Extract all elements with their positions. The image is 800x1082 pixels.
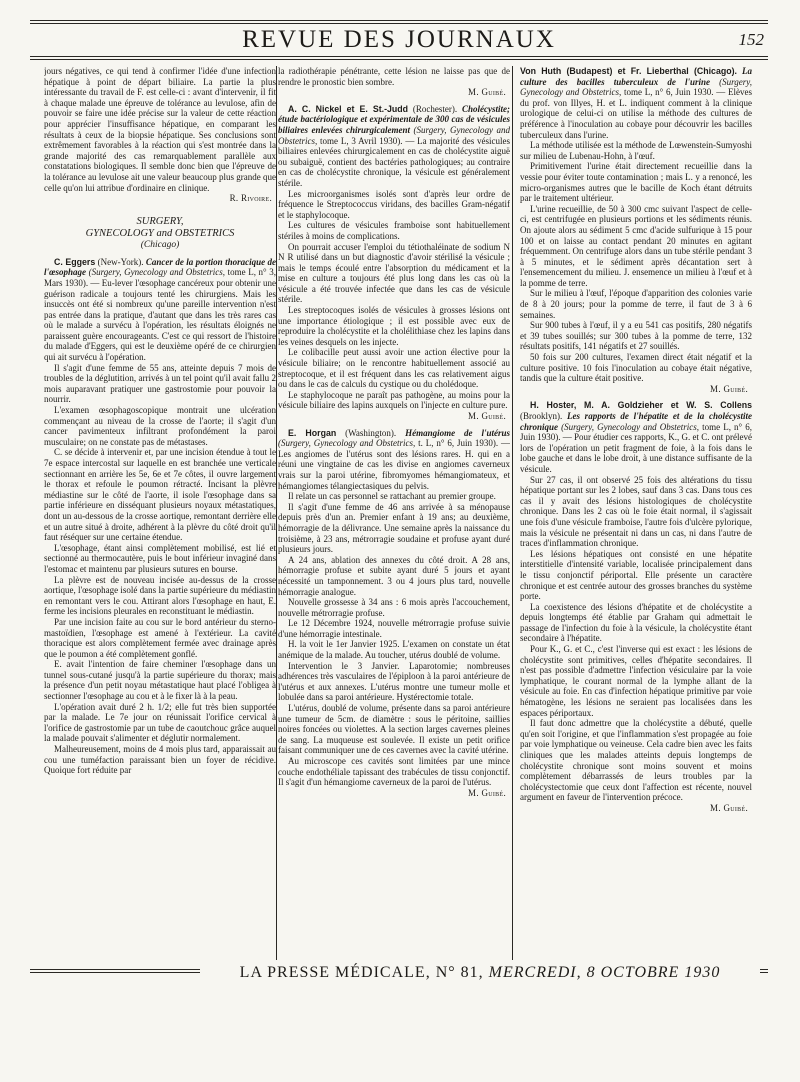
author-signature: R. Rivoire. [229,193,272,204]
paragraph: Sur le milieu à l'œuf, l'époque d'apparition des colonies varie de 8 à 20 jours; pour la pomme de terre, il faut de 3 à 6 semaines. [520,288,752,320]
paragraph: Sur 900 tubes à l'œuf, il y a eu 541 cas positifs, 280 négatifs et 39 tubes souillés; sur 300 tubes à la pomme de terre, 132 résultats positifs, 141 négatifs et 27 souillés. [520,320,752,352]
article-location: (New-York). [95,256,146,267]
paragraph: la radiothérapie pénétrante, cette lésion ne laisse pas que de rendre le pronostic bien sombre. [278,66,510,87]
paragraph: Il s'agit d'une femme de 55 ans, atteinte depuis 7 mois de troubles de la déglutition, arrivés à un tel point qu'il avait fallu 2 mois auparavant pratiquer une gastrostomie pour pouvoir la nourrir. [44,362,276,405]
paragraph: Il faut donc admettre que la cholécystite a débuté, quelle qu'en soit l'origine, et que l'inflammation s'est propagée au foie par voie lymphatique ou veineuse. Cela cadre bien avec les faits cliniques que les malades atteints depuis longtemps de cholécystite chronique sont moins souvent et moins complètement débarrassés de leurs troubles par la cholécystectomie que ceux dont l'affection est récente, nouvel argument en faveur de l'intervention précoce. [520,718,752,803]
journal-section-title-2: GYNECOLOGY and OBSTETRICS [85,227,235,239]
author-signature: M. Guibé. [710,383,748,394]
page-number: 152 [738,30,764,49]
paragraph: Il relate un cas personnel se rattachant au premier groupe. [288,491,496,502]
article-reference: t. L, n° 6, Juin 1930). — [415,438,510,449]
paragraph: La majorité des vésicules biliaires enlevées chirurgicalement en cas de cholécystite aiguë ou subaiguë, contient des bactéries pathologiques; au contraire en cas de cholécystite chronique, la vésicule est généralement stérile. [278,135,510,188]
paragraph: H. la voit le 1er Janvier 1925. L'examen on constate un état anémique de la malade. Au toucher, utérus doublé de volume. [278,639,510,661]
paragraph: Les angiomes de l'utérus sont des lésions rares. H. qui en a réuni une vingtaine de cas les divise en angiomes caverneux vrais sur la paroi utérine, fibromyomes hémangiomateux, et hémangiomes télangiectasiques du pelvis. [278,448,510,491]
footer-date: MERCREDI, 8 OCTOBRE 1930 [488,964,721,981]
paragraph: Au microscope ces cavités sont limitées par une mince couche endothéliale tapissant des trabécules de tissu conjonctif. Il s'agit d'un hémangiome caverneux de la paroi de l'utérus. [278,756,510,788]
paragraph: Les cultures de vésicules framboise sont habituellement stériles à moins de complications. [278,220,510,241]
page-title: REVUE DES JOURNAUX [242,26,556,53]
paragraph: La plèvre est de nouveau incisée au-dessus de la crosse aortique, l'œsophage isolé dans la partie supérieure du médiastin en remontant vers le cou. Attirant alors l'œsophage en haut, E. ferme les incisions pleurales en reconstituant le médiastin. [44,574,276,617]
paragraph: Primitivement l'urine était directement recueillie dans la vessie pour éviter toute contamination ; mais L. y a renoncé, les micro-organismes autres que le bacille de Koch étant détruits par le traitement ultérieur. [520,161,752,204]
article-heading [520,400,752,474]
author-signature: M. Guibé. [468,87,506,98]
article-source: (Surgery, Gynecology and Obstetrics, [86,267,226,278]
journal-section-title: SURGERY, [136,215,184,227]
paragraph: Sur 27 cas, il ont observé 25 fois des altérations du tissu hépatique portant sur les 2 lobes, sauf dans 3 cas. Dans tous ces cas il y avait des lésions histologiques de cholécystite chronique. Dans les 2 cas où le foie était normal, il s'agissait une fois d'une vésicule framboise, l'autre fois d'ulcère pylorique, mais la vésicule ne présentait ni dans un cas, ni dans l'autre de traces d'inflammation chronique. [520,474,752,549]
author-signature: M. Guibé. [710,802,748,813]
article-author: A. C. Nickel et E. St.-Judd [288,103,409,114]
footer-publication: LA PRESSE MÉDICALE, N° 81, [239,964,489,981]
footer-publication-line [200,964,760,982]
paragraph: Le staphylocoque ne paraît pas pathogène, au moins pour la vésicule biliaire des lapins auxquels on l'injecte en culture pure. [278,389,510,411]
author-signature: M. Guibé. [468,787,506,798]
article-author: H. Hoster, M. A. Goldzieher et W. S. Collens [530,400,752,411]
article-heading [44,257,276,363]
paragraph: E. avait l'intention de faire cheminer l'œsophage dans un tunnel sous-cutané jusqu'à la partie supérieure du thorax; mais la présence d'un petit noyau métastatique haut placé l'obligea à sectionner l'œsophage au cou et à le fixer là à la peau. [44,659,276,702]
article-reference: tome L, n° 3, Mars 1930). — [44,267,276,288]
paragraph: Par une incision faite au cou sur le bord antérieur du sterno-mastoïdien, l'œsophage est amené à l'extérieur. La cavité thoracique est alors complètement fermée avec drainage après que le poumon a été complètement gonflé. [44,616,276,659]
paragraph: A 24 ans, ablation des annexes du côté droit. A 28 ans, hémorragie profuse et subite ayant duré 5 jours et ayant nécessité un tamponnement. 3 ou 4 jours plus tard, nouvelle hémorragie analogue. [278,554,510,597]
article-source: (Surgery, Gynecology and Obstetrics, [278,438,416,449]
paragraph: 50 fois sur 200 cultures, l'examen direct était négatif et la culture positive. 10 fois l'inoculation au cobaye était négative, tandis que la culture était positive. [520,352,752,384]
paragraph: La méthode utilisée est la méthode de Lœwenstein-Sumyoshi sur milieu de Lubenau-Hohn, à l'œuf. [520,140,752,161]
paragraph: L'urine recueillie, de 50 à 300 cmc suivant l'aspect de celle-ci, est centrifugée en plusieurs portions et les sédiments réunis. On ajoute alors au sédiment 5 cmc d'acide sulfurique à 15 pour 100 et on laisse au contact pendant 20 minutes en agitant fréquemment. On centrifuge alors dans un tube stérile pendant 3 à 5 minutes, et le sédiment après décantation sert à l'ensemencement du milieu. J. ensemence un milieu à l'œuf et à la pomme de terre. [520,203,752,288]
article-author: Von Huth (Budapest) et Fr. Lieberthal (Chicago). [520,66,737,76]
paragraph: jours négatives, ce qui tend à confirmer l'idée d'une infection hépatique à point de départ biliaire. La partie la plus intéressante du travail de F. est celle-ci : avant d'intervenir, il fit à chaque malade une épreuve de tolérance au levulose, afin de pouvoir se faire une idée précise sur la valeur de cette réaction pour apprécier l'insuffisance hépatique, en comparant les résultats à ceux de la biopsie hépatique. Ses conclusions sont extrêmement favorables à la réaction qui s'est montrée dans la grande majorité des cas remarquablement parallèle aux constatations biologiques. Il semble donc bien que l'épreuve de la tolérance au levulose ait une valeur beaucoup plus grande que celle qu'on lui attribue d'ordinaire en clinique. [44,66,276,193]
article-source: (Surgery, Gynecology and Obstetrics, [558,421,700,432]
paragraph: Eu-lever l'œsophage cancéreux pour obtenir une guérison radicale a toujours tenté les chirurgiens. Mais les insuccès ont été si nombreux qu'une pareille intervention n'est pas entrée dans la pratique, d'autant que dans les très rares cas où le malade a survécu à l'opération, les résultats éloignés ne paraissent guère encourageants. C'est ce qui ressort de l'histoire du malade d'Eggers, qui est le deuxième opéré de ce chirurgien qui ait survécu à l'opération. [44,277,276,363]
header-rule-bottom-inner [30,59,768,60]
article-title: Cholécystite; étude bactériologique et expérimentale de 300 cas de vésicules biliaires enlevées chirurgicalement [278,103,510,135]
header-rule-bottom [30,56,768,57]
article-location: (Rochester). [408,103,462,114]
article-source: (Surgery, Gynecology and Obstetrics, [278,124,510,146]
paragraph: La coexistence des lésions d'hépatite et de cholécystite a depuis longtemps été établie par Graham qui admettait le passage de l'infection du foie à la vésicule, la cholécystite étant secondaire à l'hépatite. [520,601,752,644]
article-title: La culture des bacilles tuberculeux de l'urine [520,66,752,87]
paragraph: Malheureusement, moins de 4 mois plus tard, apparaissait au cou une tuméfaction paraissant bien un foyer de récidive. Quoique fort réduite par [44,744,276,776]
article-heading [278,428,510,492]
paragraph: Nouvelle grossesse à 34 ans : 6 mois après l'accouchement, nouvelle métrorragie profuse. [278,597,510,618]
column-left [44,66,276,960]
header-rule-top-inner [30,23,768,24]
paragraph: L'œsophage, étant ainsi complètement mobilisé, est lié et sectionné au thermocautère, puis le bout inférieur invaginé dans l'estomac et maintenu par plusieurs sutures en bourse. [44,542,276,574]
article-heading [520,66,752,140]
article-reference: tome L, n° 6, Juin 1930. — [621,87,728,98]
paragraph: Les lésions hépatiques ont consisté en une hépatite interstitielle d'intensité variable, localisée principalement dans le tissu conjonctif périportal. Elle présente un caractère chronique et est centrée autour des grosses branches du système porte. [520,548,752,602]
paragraph: L'utérus, doublé de volume, présente dans sa paroi antérieure une tumeur de 5cm. de diamètre : sous le péritoine, saillies noires foncées ou violettes. A la section larges cavernes pleines de sang. La muqueuse est soulevée. Il existe un petit orifice faisant communiquer une de ces cavernes avec la cavité utérine. [278,703,510,756]
article-reference: tome L, n° 6, Juin 1930). — [520,421,752,443]
column-separator [512,66,513,960]
paragraph: Intervention le 3 Janvier. Laparotomie; nombreuses adhérences très vasculaires de l'épiploon à la paroi antérieure de l'utérus et aux annexes. L'utérus montre une tumeur molle et lobulée dans sa paroi antérieure. Hystérectomie totale. [278,660,510,703]
paragraph: Les microorganismes isolés sont d'après leur ordre de fréquence le Streptococcus viridans, des bacilles Gram-négatif et le staphylocoque. [278,188,510,220]
paragraph: Pour K., G. et C., c'est l'inverse qui est exact : les lésions de cholécystite sont primitives, celles d'hépatite secondaires. Il n'est pas possible d'admettre l'infection vésiculaire par la voie lymphatique, le courant normal de la lymphe allant de la vésicule au foie. En cas d'infection hépatique primitive par voie hématogène, les lésions ne seraient pas localisées dans les espaces périportaux. [520,644,752,718]
column-right [520,66,752,960]
paragraph: Il s'agit d'une femme de 46 ans arrivée à sa ménopause depuis près d'un an. Premier enfant à 19 ans; au deuxième, hémorragie de la délivrance. Une semaine après la naissance du troisième, à 23 ans, métrorragie soudaine et profuse ayant duré plusieurs jours. [278,501,510,555]
column-middle [278,66,510,960]
column-separator [276,66,277,960]
paragraph: C. se décide à intervenir et, par une incision étendue à tout le 7e espace intercostal sur laquelle en est branchée une verticale sectionnant en arrière les 5e, 6e et 7e côtes, il ouvre largement le thorax et refoule le poumon rétracté. Incisant la plèvre médiastine sur le côté de l'aorte, il isole l'œsophage dans sa partie inférieure en disséquant plusieurs noyaux métastatiques, dont un au-dessous de la crosse aortique, remontant derrière elle et un autre situé à droite, adhérent à la plèvre du côté droit qu'il faut réséquer sur une certaine étendue. [44,447,276,543]
article-title: Cancer de la portion thoracique de l'œsophage [44,256,276,278]
paragraph: Pour étudier ces rapports, K., G. et C. ont prélevé lors de l'opération un petit fragment de foie, à la fois dans le lobe gauche et dans le lobe droit, à une distance suffisante de la vésicule. [520,432,752,474]
header-rule-top [30,20,768,21]
paragraph: L'opération avait duré 2 h. 1/2; elle fut très bien supportée par la malade. Le 7e jour on réunissait l'orifice cervical à l'orifice de gastrostomie par un tube de caoutchouc grâce auquel la malade pouvait s'alimenter et déglutir normalement. [44,701,276,744]
paragraph: L'examen œsophagoscopique montrait une ulcération commençant au niveau de la crosse de l'aorte; il s'agit d'un cancer pavimenteux infiltrant profondément la paroi musculaire; on ne constate pas de métastases. [44,405,276,447]
author-signature: M. Guibé. [468,411,506,421]
journal-section-location: (Chicago) [140,239,180,250]
article-source: (Surgery, Gynecology and Obstetrics, [520,76,752,98]
article-location: (Washington). [336,427,406,438]
paragraph: Les streptocoques isolés de vésicules à grosses lésions ont une importance étiologique ; il est possible avec eux de reproduire la cholécystite et la cholélithiase chez les lapins dans les veines desquels on les injecte. [278,305,510,347]
article-title: Les rapports de l'hépatite et de la cholécystite chronique [520,411,752,432]
paragraph: Le colibacille peut aussi avoir une action élective pour la vésicule biliaire; on le rencontre habituellement associé au streptocoque, et il est fréquent dans les cas relativement aigus ou dans le cas de calculs du cystique ou du cholédoque. [278,347,510,390]
paragraph: Elèves du prof. von Illyes, H. et L. indiquent comment à la clinique urologique de celui-ci on utilise la méthode des cultures de préférence à l'inoculation au cobaye pour découvrir les bacilles tuberculeux dans l'urine. [520,87,752,140]
paragraph: On pourrait accuser l'emploi du tétiothaléinate de sodium N N R utilisé dans un but diagnostic d'avoir stérilisé la vésicule ; mais le temps écoulé entre l'absorption du médicament et la mise en culture a toujours été plus long dans les cas où la vésicule a été trouvée infectée que dans les cas de vésicule stérile. [278,241,510,305]
article-title: Hémangiome de l'utérus [405,427,510,438]
article-author: C. Eggers [54,256,96,267]
article-location: (Brooklyn). [520,411,567,421]
article-heading [278,104,510,189]
paragraph: Le 12 Décembre 1924, nouvelle métrorragie profuse suivie d'une hémorragie intestinale. [278,618,510,639]
article-author: E. Horgan [288,427,337,438]
article-reference: tome L, 3 Avril 1930). — [317,135,418,146]
